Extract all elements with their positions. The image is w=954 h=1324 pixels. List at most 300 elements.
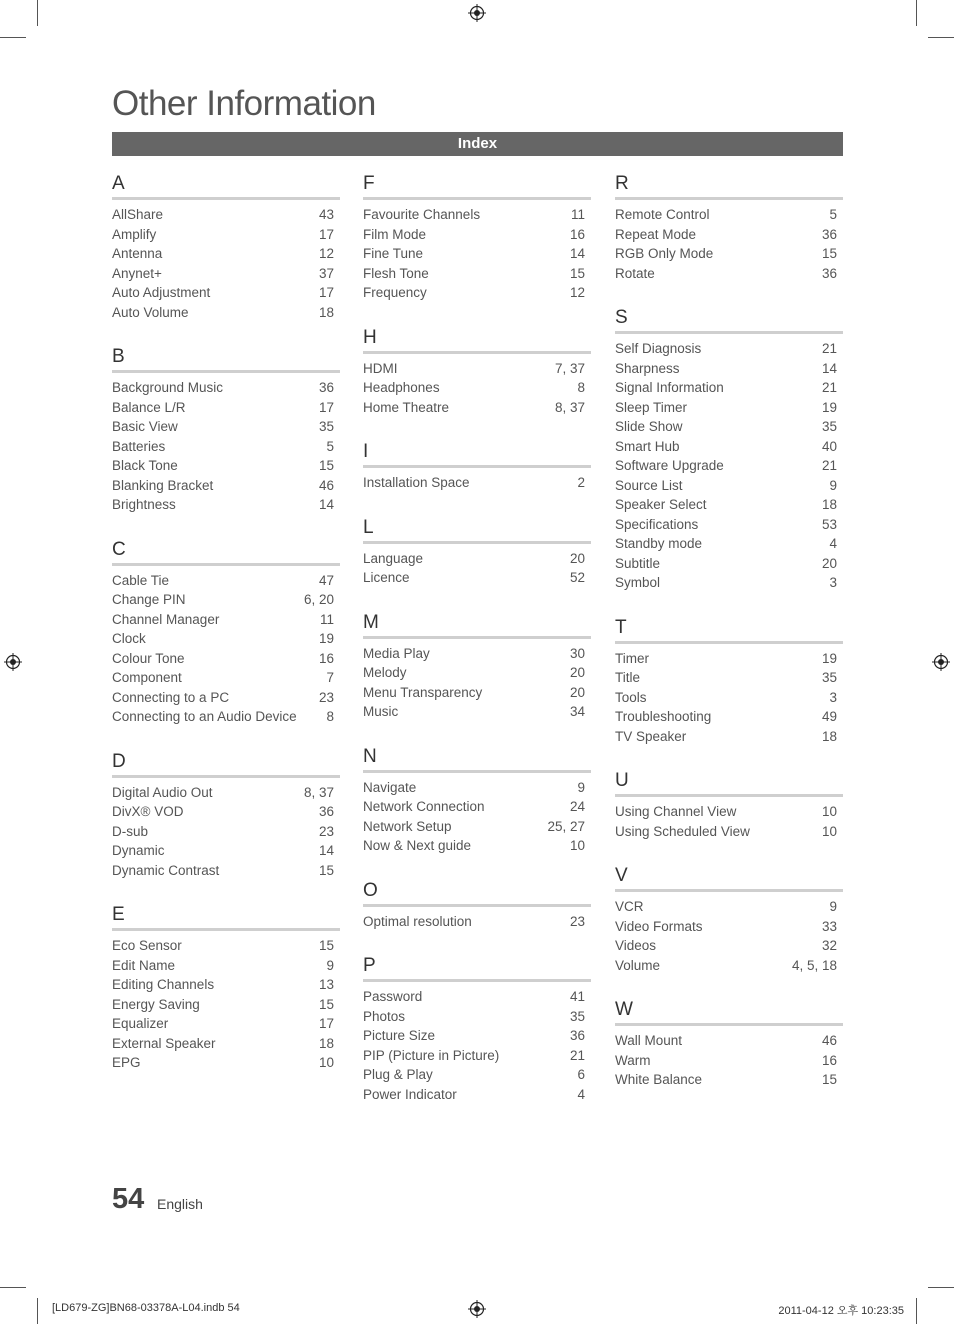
- entry-term: Blanking Bracket: [112, 477, 214, 493]
- entry-term: Password: [363, 989, 423, 1004]
- index-entry: [615, 822, 843, 842]
- index-section: [615, 306, 843, 593]
- entry-term: Editing Channels: [112, 977, 215, 992]
- entry-term: TV Speaker: [615, 728, 687, 744]
- index-entry: [615, 495, 843, 515]
- entry-page: 36: [569, 1028, 585, 1043]
- index-entry: [112, 783, 340, 803]
- index-entry: [615, 398, 843, 418]
- entry-page: 36: [821, 226, 837, 242]
- entry-term: Dynamic Contrast: [112, 862, 220, 878]
- entry-term: Picture Size: [363, 1028, 436, 1043]
- index-entry: [112, 437, 340, 457]
- entry-term: Amplify: [112, 226, 157, 242]
- entry-page: 20: [821, 555, 837, 571]
- entry-page: 10: [821, 823, 837, 839]
- crop-mark: [916, 0, 917, 26]
- index-entry: [112, 244, 340, 264]
- entry-page: 18: [821, 497, 837, 512]
- print-slug-file: [LD679-ZG]BN68-03378A-L04.indb 54: [52, 1302, 240, 1314]
- entry-page: 7: [326, 670, 334, 685]
- index-entry: [615, 476, 843, 496]
- entry-term: Frequency: [363, 285, 427, 300]
- entry-page: 8: [326, 709, 334, 724]
- index-entry: [112, 378, 340, 398]
- entry-page: 47: [318, 572, 334, 588]
- entry-term: Signal Information: [615, 380, 724, 395]
- entry-term: D-sub: [112, 823, 149, 839]
- section-letter: V: [615, 864, 843, 892]
- index-entry: [615, 515, 843, 535]
- entry-term: Cable Tie: [112, 572, 170, 588]
- entry-term: Timer: [615, 650, 649, 666]
- section-letter: R: [615, 172, 843, 200]
- index-entry: [112, 995, 340, 1015]
- index-entry: [112, 629, 340, 649]
- entry-term: RGB Only Mode: [615, 246, 714, 261]
- index-entry: [363, 797, 591, 817]
- entry-term: Anynet+: [112, 265, 162, 281]
- index-entry: [112, 802, 340, 822]
- index-entry: [363, 683, 591, 703]
- entry-page: 30: [569, 645, 585, 661]
- index-entry: [112, 610, 340, 630]
- entry-page: 15: [821, 246, 837, 261]
- index-entry: [615, 897, 843, 917]
- index-entry: [112, 264, 340, 284]
- entry-page: 10: [821, 804, 837, 819]
- index-entry: [363, 205, 591, 225]
- entry-page: 15: [318, 862, 334, 878]
- entry-page: 25, 27: [547, 818, 585, 834]
- entry-page: 4: [829, 536, 837, 551]
- entry-page: 5: [326, 438, 334, 454]
- entry-term: Component: [112, 670, 182, 685]
- index-entry: [363, 568, 591, 588]
- entry-term: Speaker Select: [615, 497, 707, 512]
- entry-page: 16: [318, 650, 334, 666]
- entry-page: 21: [821, 341, 837, 356]
- entry-page: 19: [821, 399, 837, 415]
- index-entry: [615, 378, 843, 398]
- index-entry: [112, 225, 340, 245]
- index-entry: [615, 688, 843, 708]
- index-entry: [615, 1031, 843, 1051]
- entry-page: 18: [821, 728, 837, 744]
- crop-mark: [37, 0, 38, 26]
- entry-term: Language: [363, 550, 424, 566]
- index-section: [615, 616, 843, 747]
- entry-term: Software Upgrade: [615, 458, 724, 473]
- entry-page: 36: [318, 380, 334, 395]
- entry-term: Optimal resolution: [363, 913, 472, 929]
- index-section: [363, 326, 591, 418]
- entry-term: Power Indicator: [363, 1086, 457, 1102]
- entry-page: 19: [821, 650, 837, 666]
- index-entry: [112, 707, 340, 727]
- index-entry: [615, 417, 843, 437]
- index-entry: [615, 668, 843, 688]
- entry-page: 52: [569, 570, 585, 585]
- section-letter: U: [615, 769, 843, 797]
- entry-term: Troubleshooting: [615, 709, 712, 724]
- entry-page: 12: [569, 285, 585, 300]
- section-letter: P: [363, 954, 591, 982]
- entry-page: 16: [821, 1052, 837, 1068]
- index-entry: [112, 1034, 340, 1054]
- index-entry: [112, 1053, 340, 1073]
- index-entry: [363, 473, 591, 493]
- entry-term: Digital Audio Out: [112, 784, 213, 800]
- entry-page: 11: [319, 611, 334, 627]
- entry-term: Subtitle: [615, 555, 661, 571]
- entry-page: 46: [318, 477, 334, 493]
- entry-term: Remote Control: [615, 207, 710, 222]
- index-entry: [363, 283, 591, 303]
- index-entry: [363, 702, 591, 722]
- index-entry: [363, 359, 591, 379]
- index-section: [363, 172, 591, 303]
- entry-page: 34: [569, 704, 585, 719]
- index-entry: [363, 644, 591, 664]
- entry-term: Home Theatre: [363, 399, 450, 415]
- entry-term: Videos: [615, 938, 657, 953]
- section-letter: N: [363, 745, 591, 773]
- index-entry: [615, 956, 843, 976]
- entry-term: EPG: [112, 1055, 141, 1070]
- entry-page: 10: [318, 1055, 334, 1070]
- index-entry: [363, 398, 591, 418]
- entry-term: Clock: [112, 631, 146, 646]
- index-column-1: [112, 172, 340, 1096]
- entry-page: 17: [318, 1016, 334, 1031]
- entry-page: 11: [570, 207, 585, 222]
- section-letter: T: [615, 616, 843, 644]
- entry-page: 41: [569, 989, 585, 1004]
- entry-page: 9: [577, 779, 585, 795]
- registration-mark-icon: [468, 4, 486, 22]
- index-entry: [112, 956, 340, 976]
- entry-page: 3: [829, 689, 837, 705]
- footer-language: English: [157, 1196, 203, 1212]
- index-entry: [112, 936, 340, 956]
- index-entry: [112, 417, 340, 437]
- entry-term: Sleep Timer: [615, 399, 688, 415]
- index-section: [363, 954, 591, 1104]
- index-entry: [112, 975, 340, 995]
- index-section: [112, 172, 340, 322]
- index-entry: [363, 987, 591, 1007]
- index-entry: [615, 456, 843, 476]
- index-entry: [363, 912, 591, 932]
- index-entry: [363, 1065, 591, 1085]
- index-entry: [112, 841, 340, 861]
- entry-page: 10: [569, 838, 585, 853]
- entry-page: 21: [569, 1047, 585, 1063]
- entry-term: Tools: [615, 689, 647, 705]
- index-entry: [112, 205, 340, 225]
- index-heading-bar: Index: [112, 132, 843, 156]
- crop-mark: [928, 1287, 954, 1288]
- index-entry: [615, 917, 843, 937]
- index-entry: [615, 225, 843, 245]
- entry-page: 43: [318, 207, 334, 222]
- entry-page: 3: [829, 575, 837, 590]
- index-entry: [615, 339, 843, 359]
- entry-term: Background Music: [112, 380, 224, 395]
- entry-page: 36: [318, 804, 334, 819]
- entry-page: 23: [318, 823, 334, 839]
- index-section: [112, 538, 340, 727]
- entry-page: 20: [569, 684, 585, 700]
- entry-page: 24: [569, 799, 585, 814]
- entry-term: Change PIN: [112, 592, 186, 607]
- entry-term: Eco Sensor: [112, 938, 182, 953]
- entry-term: HDMI: [363, 360, 398, 376]
- entry-term: Auto Adjustment: [112, 285, 211, 300]
- index-entry: [363, 378, 591, 398]
- index-entry: [112, 476, 340, 496]
- entry-term: Balance L/R: [112, 399, 186, 415]
- index-entry: [615, 244, 843, 264]
- entry-term: Connecting to a PC: [112, 689, 230, 705]
- crop-mark: [928, 37, 954, 38]
- index-section: [615, 864, 843, 975]
- entry-term: Licence: [363, 570, 410, 585]
- index-entry: [112, 456, 340, 476]
- index-entry: [615, 554, 843, 574]
- entry-term: AllShare: [112, 207, 164, 222]
- entry-page: 7, 37: [554, 360, 585, 376]
- index-entry: [363, 778, 591, 798]
- entry-page: 21: [821, 458, 837, 473]
- section-letter: B: [112, 345, 340, 373]
- entry-page: 35: [569, 1008, 585, 1024]
- index-entry: [112, 398, 340, 418]
- entry-page: 15: [318, 458, 334, 473]
- entry-term: Sharpness: [615, 360, 680, 376]
- entry-page: 6, 20: [303, 592, 334, 607]
- entry-term: Plug & Play: [363, 1067, 433, 1082]
- index-entry: [112, 822, 340, 842]
- entry-page: 32: [821, 938, 837, 953]
- index-entry: [112, 688, 340, 708]
- registration-mark-icon: [468, 1300, 486, 1318]
- index-entry: [112, 571, 340, 591]
- section-letter: E: [112, 903, 340, 931]
- print-slug-datetime: 2011-04-12 오후 10:23:35: [778, 1305, 904, 1317]
- entry-term: Slide Show: [615, 419, 683, 434]
- section-letter: M: [363, 611, 591, 639]
- index-entry: [615, 534, 843, 554]
- entry-page: 8, 37: [303, 784, 334, 800]
- entry-page: 15: [569, 265, 585, 281]
- index-entry: [363, 1007, 591, 1027]
- entry-term: Installation Space: [363, 475, 470, 490]
- entry-term: Symbol: [615, 575, 661, 590]
- index-entry: [112, 303, 340, 323]
- entry-term: Photos: [363, 1008, 406, 1024]
- index-entry: [112, 495, 340, 515]
- entry-term: Equalizer: [112, 1016, 169, 1031]
- entry-term: Colour Tone: [112, 650, 185, 666]
- entry-term: Edit Name: [112, 957, 176, 973]
- entry-term: Repeat Mode: [615, 226, 697, 242]
- index-section: [615, 998, 843, 1090]
- entry-page: 17: [318, 285, 334, 300]
- index-entry: [363, 663, 591, 683]
- index-section: [363, 516, 591, 588]
- index-entry: [615, 264, 843, 284]
- entry-term: Headphones: [363, 380, 440, 395]
- index-entry: [112, 668, 340, 688]
- entry-term: Melody: [363, 665, 407, 680]
- entry-page: 17: [318, 399, 334, 415]
- section-letter: O: [363, 879, 591, 907]
- entry-term: Video Formats: [615, 918, 703, 934]
- index-entry: [363, 817, 591, 837]
- index-entry: [112, 283, 340, 303]
- registration-mark-icon: [4, 653, 22, 671]
- index-entry: [615, 205, 843, 225]
- entry-page: 23: [318, 689, 334, 705]
- entry-term: Favourite Channels: [363, 207, 481, 222]
- entry-page: 18: [318, 1035, 334, 1051]
- section-letter: A: [112, 172, 340, 200]
- entry-term: Brightness: [112, 497, 176, 512]
- entry-term: Media Play: [363, 645, 430, 661]
- entry-term: External Speaker: [112, 1035, 216, 1051]
- entry-term: Connecting to an Audio Device: [112, 709, 297, 724]
- entry-term: Navigate: [363, 779, 417, 795]
- entry-page: 6: [577, 1067, 585, 1082]
- entry-page: 21: [821, 380, 837, 395]
- entry-page: 4, 5, 18: [791, 957, 837, 973]
- index-entry: [363, 549, 591, 569]
- entry-page: 17: [318, 226, 334, 242]
- index-entry: [363, 836, 591, 856]
- index-entry: [615, 437, 843, 457]
- entry-term: Volume: [615, 957, 661, 973]
- entry-page: 20: [569, 665, 585, 680]
- entry-page: 8: [577, 380, 585, 395]
- entry-page: 23: [569, 913, 585, 929]
- entry-term: Energy Saving: [112, 996, 200, 1012]
- entry-page: 14: [318, 497, 334, 512]
- entry-page: 35: [821, 419, 837, 434]
- index-section: [112, 345, 340, 515]
- index-section: [363, 745, 591, 856]
- index-section: [112, 750, 340, 881]
- entry-term: Fine Tune: [363, 246, 424, 261]
- entry-page: 9: [326, 957, 334, 973]
- entry-page: 12: [318, 246, 334, 261]
- index-section: [363, 879, 591, 932]
- entry-page: 36: [821, 265, 837, 281]
- entry-term: Auto Volume: [112, 304, 189, 320]
- section-letter: F: [363, 172, 591, 200]
- entry-term: Menu Transparency: [363, 684, 483, 700]
- section-letter: C: [112, 538, 340, 566]
- index-entry: [112, 590, 340, 610]
- entry-term: Network Setup: [363, 818, 452, 834]
- section-letter: D: [112, 750, 340, 778]
- entry-term: Source List: [615, 477, 683, 493]
- section-letter: I: [363, 440, 591, 468]
- entry-term: Basic View: [112, 419, 178, 434]
- entry-page: 15: [318, 938, 334, 953]
- registration-mark-icon: [932, 653, 950, 671]
- entry-page: 37: [318, 265, 334, 281]
- index-entry: [615, 936, 843, 956]
- section-letter: H: [363, 326, 591, 354]
- entry-term: Flesh Tone: [363, 265, 429, 281]
- entry-page: 4: [577, 1086, 585, 1102]
- entry-term: Music: [363, 704, 399, 719]
- index-entry: [363, 264, 591, 284]
- entry-term: Rotate: [615, 265, 655, 281]
- entry-term: Specifications: [615, 516, 699, 532]
- entry-page: 8, 37: [554, 399, 585, 415]
- index-entry: [615, 802, 843, 822]
- index-section: [363, 611, 591, 722]
- entry-term: PIP (Picture in Picture): [363, 1047, 500, 1063]
- entry-page: 33: [821, 918, 837, 934]
- entry-page: 15: [821, 1072, 837, 1087]
- entry-page: 18: [318, 304, 334, 320]
- index-entry: [615, 727, 843, 747]
- index-section: [615, 172, 843, 283]
- entry-term: Wall Mount: [615, 1033, 683, 1048]
- entry-term: Standby mode: [615, 536, 703, 551]
- index-section: [363, 440, 591, 493]
- entry-page: 19: [318, 631, 334, 646]
- entry-page: 53: [821, 516, 837, 532]
- index-entry: [363, 1085, 591, 1105]
- entry-page: 15: [318, 996, 334, 1012]
- index-entry: [363, 244, 591, 264]
- index-entry: [363, 225, 591, 245]
- index-entry: [112, 1014, 340, 1034]
- entry-page: 9: [829, 899, 837, 914]
- section-letter: L: [363, 516, 591, 544]
- index-entry: [112, 861, 340, 881]
- entry-page: 2: [577, 475, 585, 490]
- entry-page: 46: [821, 1033, 837, 1048]
- index-entry: [615, 359, 843, 379]
- section-letter: W: [615, 998, 843, 1026]
- index-entry: [363, 1046, 591, 1066]
- entry-page: 35: [318, 419, 334, 434]
- entry-term: Now & Next guide: [363, 838, 472, 853]
- index-entry: [112, 649, 340, 669]
- entry-page: 20: [569, 550, 585, 566]
- crop-mark: [0, 1287, 26, 1288]
- entry-term: Film Mode: [363, 226, 427, 242]
- entry-page: 13: [318, 977, 334, 992]
- entry-term: Smart Hub: [615, 438, 680, 454]
- crop-mark: [0, 37, 26, 38]
- index-column-2: [363, 172, 591, 1127]
- entry-term: Warm: [615, 1052, 651, 1068]
- index-section: [615, 769, 843, 841]
- index-entry: [615, 1070, 843, 1090]
- entry-term: Using Channel View: [615, 804, 737, 819]
- entry-term: Channel Manager: [112, 611, 220, 627]
- entry-page: 14: [318, 843, 334, 858]
- entry-term: Dynamic: [112, 843, 165, 858]
- entry-term: Antenna: [112, 246, 163, 261]
